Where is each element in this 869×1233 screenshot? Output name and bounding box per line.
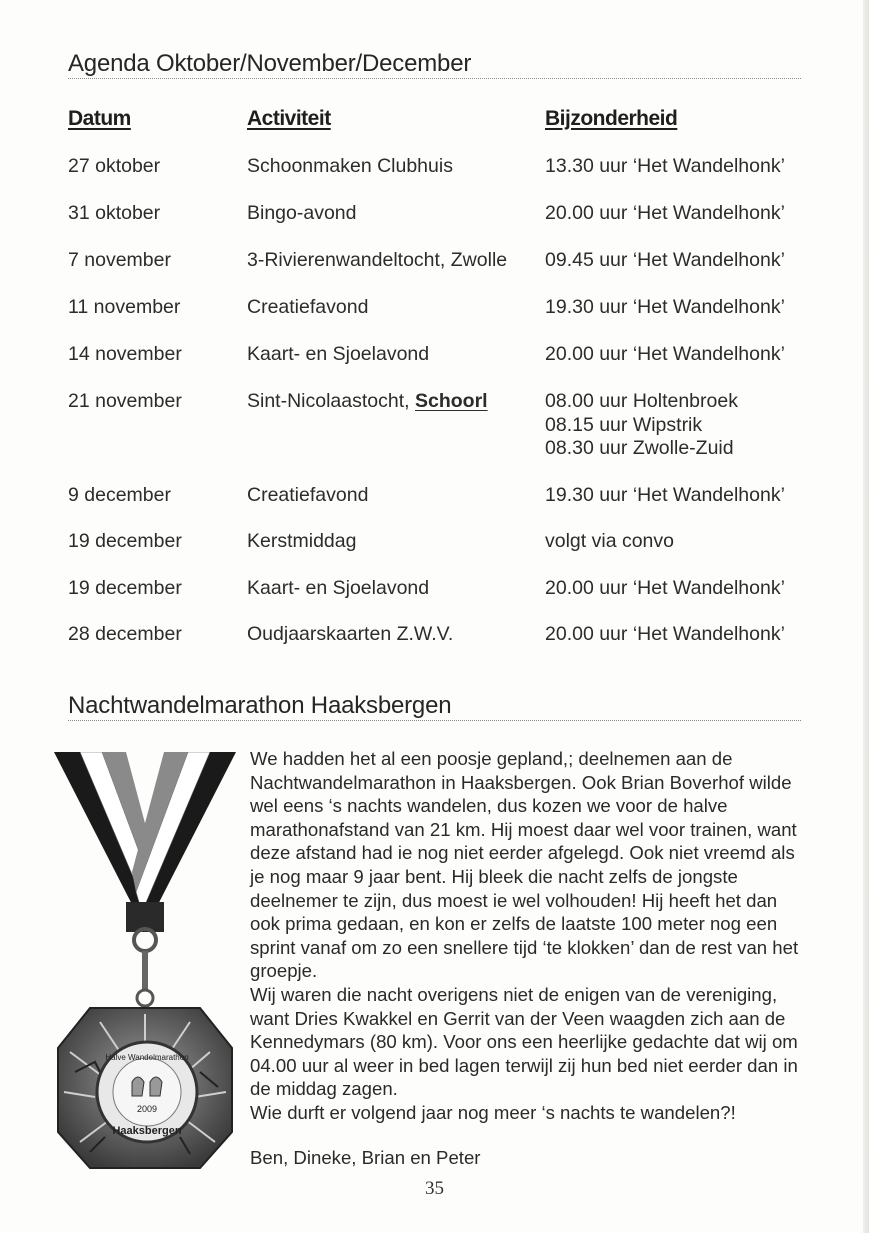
agenda-date: 14 november [68,343,182,365]
page-number: 35 [425,1178,444,1199]
agenda-date: 9 december [68,484,171,506]
agenda-activity: 3-Rivierenwandeltocht, Zwolle [247,249,508,271]
agenda-activity: Kaart- en Sjoelavond [247,343,430,365]
article-title: Nachtwandelmarathon Haaksbergen [68,692,452,719]
agenda-note [545,577,785,601]
agenda-activity: Kerstmiddag [247,530,357,552]
medal-year: 2009 [136,1104,158,1114]
note-line: 08.30 uur Zwolle-Zuid [545,437,734,459]
column-header-note: Bijzonderheid [545,107,678,130]
agenda-date: 19 december [68,577,182,599]
agenda-activity: Bingo-avond [247,202,357,224]
agenda-note [545,484,785,508]
note-line: 19.30 uur ‘Het Wandelhonk’ [545,484,785,506]
agenda-note [545,530,674,554]
agenda-note [545,155,785,179]
agenda-date: 27 oktober [68,155,161,177]
agenda-activity: Schoonmaken Clubhuis [247,155,453,177]
agenda-date: 7 november [68,249,171,271]
agenda-note [545,296,785,320]
note-line: 20.00 uur ‘Het Wandelhonk’ [545,577,785,599]
agenda-note [545,343,785,367]
agenda-date: 31 oktober [68,202,161,224]
note-line: 20.00 uur ‘Het Wandelhonk’ [545,343,785,365]
note-line: 09.45 uur ‘Het Wandelhonk’ [545,249,785,271]
article-paragraph: Wij waren die nacht overigens niet de enigen van de vereniging, want Dries Kwakkel en Gerrit van der Veen waagden zich aan de Kennedymars (80 km). Voor ons een heerlijke gedachte dat wij om 04.00 uur al weer in bed lagen terwijl zij hun bed niet eerder dan in de middag zagen. [250,983,798,1100]
column-header-activity: Activiteit [247,107,331,130]
note-line: 20.00 uur ‘Het Wandelhonk’ [545,202,785,224]
agenda-activity [247,390,488,414]
column-header-date: Datum [68,107,131,130]
activity-text: Sint-Nicolaastocht, [247,390,415,412]
note-line: volgt via convo [545,530,674,552]
article-title-rule [68,720,801,721]
agenda-activity: Creatiefavond [247,484,369,506]
activity-location-highlight: Schoorl [415,390,488,412]
note-line: 13.30 uur ‘Het Wandelhonk’ [545,155,785,177]
agenda-note [545,202,785,226]
agenda-date: 28 december [68,623,182,645]
agenda-activity: Oudjaarskaarten Z.W.V. [247,623,454,645]
agenda-title-rule [68,78,801,79]
note-line: 08.15 uur Wipstrik [545,413,703,436]
article-paragraph: We hadden het al een poosje gepland,; deelnemen aan de Nachtwandelmarathon in Haaksbergen. Ook Brian Boverhof wilde wel eens ‘s nachts wandelen, dus kozen we voor de halve marathonafstand van 21 km. Hij moest daar wel voor trainen, want deze afstand had ie nog niet eerder afgelegd. Ook niet vreemd als je nog maar 9 jaar bent. Hij bleek die nacht zelfs de jongste deelnemer te zijn, dus moest ie wel volhouden! Hij heeft het dan ook prima gedaan, en kon er zelfs de laatste 100 meter nog een sprint vanaf om zo een snellere tijd ‘te klokken’ dan de rest van het groepje. [250,748,799,982]
article-signoff: Ben, Dineke, Brian en Peter [250,1147,481,1168]
agenda-note [545,249,785,273]
medal-image [50,752,240,1172]
article-paragraph: Wie durft er volgend jaar nog meer ‘s nachts te wandelen?! [250,1101,736,1123]
note-line: 20.00 uur ‘Het Wandelhonk’ [545,623,785,645]
article-body [250,747,810,1125]
agenda-date: 19 december [68,530,182,552]
agenda-activity: Creatiefavond [247,296,369,318]
medal-ring-text-bottom: Haaksbergen [112,1125,182,1137]
agenda-date: 11 november [68,296,181,318]
agenda-title: Agenda Oktober/November/December [68,50,472,77]
agenda-note [545,623,785,647]
note-line: 19.30 uur ‘Het Wandelhonk’ [545,296,785,318]
agenda-date: 21 november [68,390,182,412]
note-line: 08.00 uur Holtenbroek [545,390,738,412]
page-edge [863,0,869,1233]
agenda-activity: Kaart- en Sjoelavond [247,577,430,599]
medal-ring-text: Halve Wandelmarathon [105,1053,189,1062]
agenda-note [545,390,738,461]
